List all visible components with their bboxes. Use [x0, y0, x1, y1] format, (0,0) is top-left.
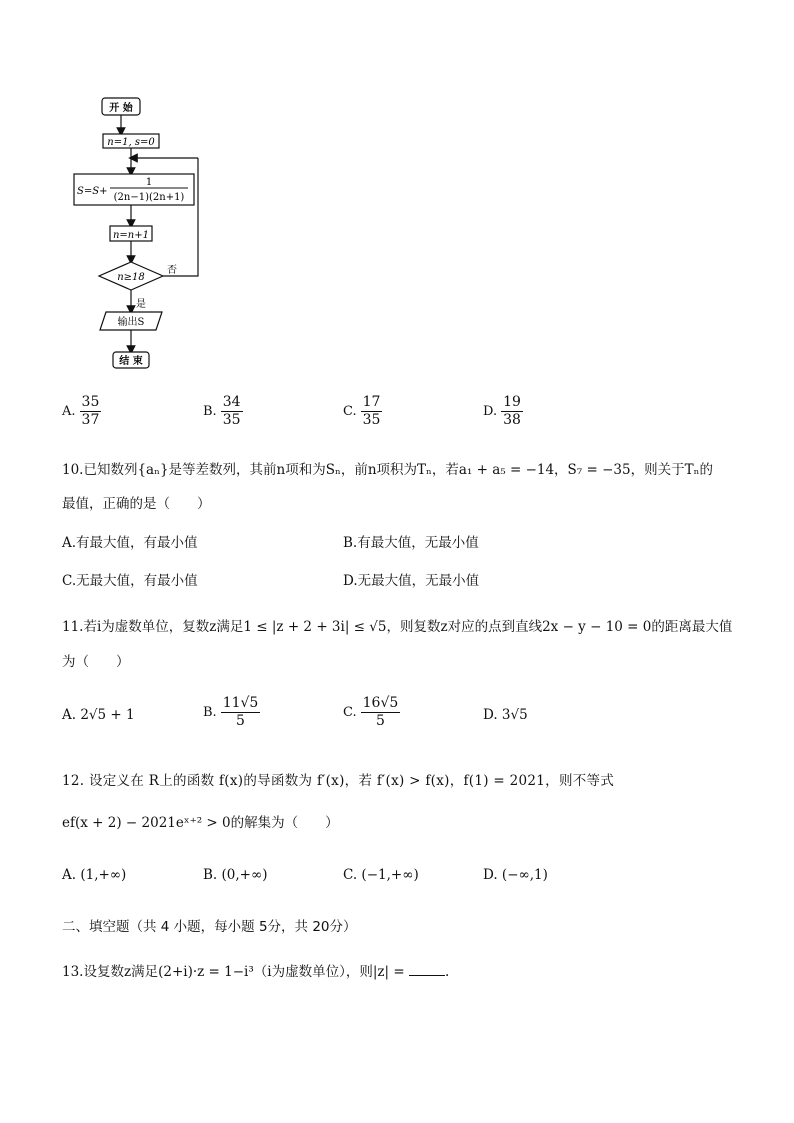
q11-option-b-fraction: $\frac{11√5}{5}$ [222, 695, 259, 729]
q10-option-a[interactable]: A.有最大值，有最小值 [62, 535, 198, 551]
q11-option-d[interactable]: D. 3√5 [483, 707, 528, 723]
update-frac-den: (2n−1)(2n+1) [113, 192, 185, 203]
q12-option-b[interactable]: B. (0,+∞) [203, 867, 268, 883]
q10-option-b[interactable]: B.有最大值，无最小值 [343, 535, 479, 551]
q12-stem-line2: ef(x + 2) − 2021eˣ⁺² > 0的解集为（ ） [62, 815, 339, 831]
q9-option-c-fraction: $\frac{17}{35}$ [362, 394, 381, 428]
end-label: 结 束 [119, 356, 143, 367]
start-label: 开 始 [109, 103, 133, 114]
init-label: n=1, s=0 [107, 137, 155, 148]
q10-option-d[interactable]: D.无最大值，无最小值 [343, 573, 480, 589]
yes-label: 是 [136, 299, 146, 310]
q13-text: 13.设复数z满足(2+i)·z = 1−i³（i为虚数单位），则|z| = [62, 964, 409, 980]
q11-option-b[interactable] [203, 696, 260, 728]
q9-option-c[interactable] [343, 395, 382, 427]
q12-stem-line1: 12. 设定义在 R上的函数 f(x)的导函数为 f′(x)，若 f′(x) > f(x)，f(1) = 2021，则不等式 [62, 773, 615, 789]
q9-option-b-letter: B. [203, 403, 217, 419]
q11-option-a[interactable]: A. 2√5 + 1 [62, 707, 135, 723]
q13-stem [62, 960, 449, 980]
q10-option-c[interactable]: C.无最大值，有最小值 [62, 573, 198, 589]
q9-option-b-fraction: $\frac{34}{35}$ [222, 394, 241, 428]
q9-option-c-letter: C. [343, 403, 357, 419]
condition-label: n≥18 [117, 272, 145, 283]
q12-option-c[interactable]: C. (−1,+∞) [343, 867, 419, 883]
q11-stem-line2: 为（ ） [62, 654, 130, 670]
q9-option-d-letter: D. [483, 403, 498, 419]
q11-option-c-letter: C. [343, 704, 357, 720]
q12-option-a[interactable]: A. (1,+∞) [62, 867, 127, 883]
q11-option-c-fraction: $\frac{16√5}{5}$ [362, 695, 399, 729]
no-label: 否 [167, 265, 177, 276]
q9-option-a-letter: A. [62, 403, 76, 419]
section-heading-fill-in: 二、填空题（共 4 小题，每小题 5分，共 20分） [62, 919, 357, 935]
flowchart-diagram [60, 88, 210, 378]
q13-answer-blank[interactable] [409, 963, 445, 976]
q9-option-d-fraction: $\frac{19}{38}$ [503, 394, 521, 428]
update-frac-num: 1 [145, 177, 153, 188]
q9-option-a-fraction: $\frac{35}{37}$ [81, 394, 100, 428]
q12-option-d[interactable]: D. (−∞,1) [483, 867, 548, 883]
q13-tail: . [444, 964, 450, 980]
q11-option-c[interactable] [343, 696, 400, 728]
output-label: 输出S [117, 317, 145, 328]
q11-option-b-letter: B. [203, 704, 217, 720]
q11-stem-line1: 11.若i为虚数单位，复数z满足1 ≤ |z + 2 + 3i| ≤ √5，则复数z对应的点到直线2x − y − 10 = 0的距离最大值 [62, 619, 733, 635]
q9-option-a[interactable] [62, 395, 101, 427]
q10-stem-line2: 最值，正确的是（ ） [62, 496, 211, 512]
q9-option-d[interactable] [483, 395, 523, 427]
update-label: S=S+ [77, 186, 108, 197]
increment-label: n=n+1 [112, 230, 150, 241]
q10-stem-line1: 10.已知数列{aₙ}是等差数列，其前n项和为Sₙ，前n项积为Tₙ，若a₁ + a₅ = −14，S₇ = −35，则关于Tₙ的 [62, 462, 713, 478]
q9-option-b[interactable] [203, 395, 243, 427]
